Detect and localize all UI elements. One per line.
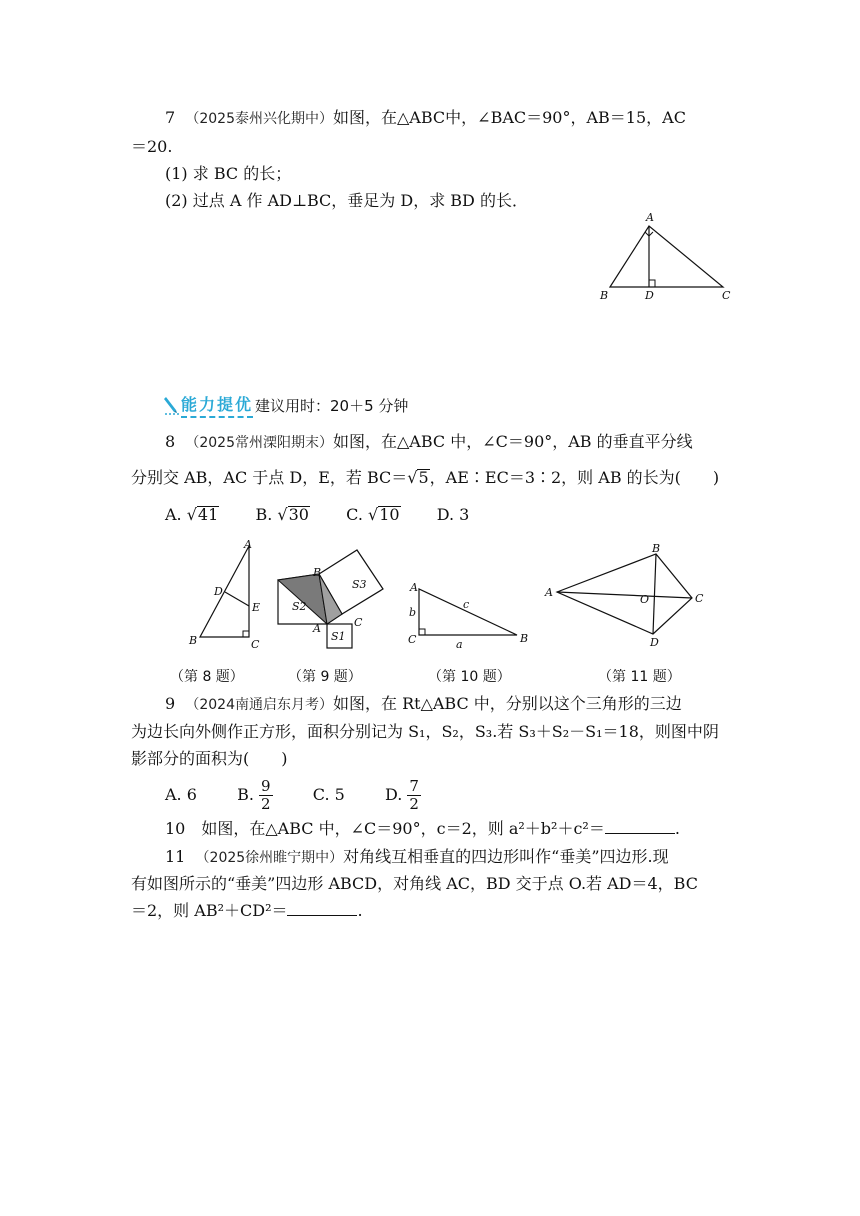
q9-source: （2024南通启东月考）: [185, 697, 333, 713]
q8-stem: 如图，在△ABC 中，∠C＝90°，AB 的垂直平分线: [333, 432, 693, 451]
q8-option-a-value: 41: [197, 505, 219, 524]
q11-label-c: C: [695, 592, 704, 605]
q9-option-b-denominator: 2: [261, 795, 271, 813]
q8-line2-b: ，AE∶EC＝3∶2，则 AB 的长为( ): [429, 468, 720, 487]
q11-label-o: O: [640, 593, 650, 606]
q9-option-b-label: B.: [237, 785, 254, 804]
figure-q10: [402, 580, 532, 660]
q11-line3: [131, 900, 363, 922]
section-header: [163, 392, 408, 418]
q8-triangle: [200, 546, 249, 637]
caption-q9: （第 9 题）: [288, 669, 362, 685]
q8-number: 8: [165, 432, 176, 451]
q8-options: [165, 504, 469, 526]
q10-label-side-b: b: [409, 606, 417, 619]
q8-option-b-value: 30: [288, 505, 309, 524]
q10-label-side-a: a: [456, 638, 463, 651]
section-time: 建议用时：20＋5 分钟: [255, 396, 409, 415]
figure-q9: [275, 542, 395, 667]
q9-label-b: B: [313, 566, 322, 579]
q8-label-b: B: [189, 634, 198, 647]
q11-diagonal-bd: [653, 554, 656, 634]
q9-option-d-numerator: 7: [409, 777, 419, 795]
q8-line2-a: 分别交 AB，AC 于点 D，E，若 BC＝: [131, 468, 408, 487]
q8-line2: 分别交 AB，AC 于点 D，E，若 BC＝√5，AE∶EC＝3∶2，则 AB 的长为( ): [131, 468, 720, 487]
caption-q11: （第 11 题）: [598, 669, 681, 685]
q10-label-side-c: c: [463, 598, 470, 611]
q7-line2: ＝20.: [131, 137, 173, 156]
q7-label-c: C: [722, 289, 731, 302]
q9-number: 9: [165, 694, 176, 713]
q9-option-d-fraction: [407, 778, 421, 813]
q9-option-a[interactable]: A. 6: [165, 785, 197, 804]
q11-stem: 对角线互相垂直的四边形叫作“垂美”四边形.现: [343, 847, 669, 866]
q9-line1: [165, 693, 682, 716]
q7-right-angle-d: [649, 280, 655, 287]
q10-line: [165, 818, 680, 840]
q9-option-d-label: D.: [384, 785, 403, 804]
q9-option-b-fraction: [259, 778, 273, 813]
q8-option-c-value: 10: [379, 505, 400, 524]
q11-label-d: D: [650, 636, 659, 649]
q8-option-d[interactable]: D. 3: [436, 505, 470, 524]
q8-radical-5: 5: [418, 468, 429, 487]
q8-option-b[interactable]: B. √30: [255, 505, 309, 524]
q9-line2: 为边长向外侧作正方形，面积分别记为 S₁，S₂，S₃.若 S₃＋S₂－S₁＝18，则图中阴: [131, 722, 719, 741]
q11-line1: [165, 846, 669, 869]
q9-shaded-left: [278, 574, 327, 624]
q11-number: 11: [165, 847, 186, 866]
q9-label-s3: S3: [352, 578, 367, 591]
q9-option-b[interactable]: [237, 777, 272, 813]
q8-label-c: C: [251, 638, 260, 651]
pencil-icon: [163, 395, 181, 415]
q7-line1: [165, 107, 686, 130]
q10-stem: 10 如图，在△ABC 中，∠C＝90°，c＝2，则 a²＋b²＋c²＝: [165, 819, 605, 838]
q8-option-b-label: B.: [255, 505, 273, 524]
q10-label-b-vertex: B: [520, 632, 529, 645]
q11-answer-blank[interactable]: [287, 901, 357, 916]
q11-label-a: A: [545, 586, 553, 599]
q7-stem: 如图，在△ABC中，∠BAC＝90°，AB＝15，AC: [333, 108, 686, 127]
q7-label-b: B: [600, 289, 609, 302]
section-badge: 能力提优: [181, 392, 253, 418]
q11-line3-text: ＝2，则 AB²＋CD²＝: [131, 901, 288, 920]
q11-label-b: B: [652, 542, 661, 555]
q8-label-a: A: [244, 538, 252, 551]
q7-label-d: D: [645, 289, 654, 302]
q7-triangle: [610, 226, 723, 287]
q11-end: .: [357, 901, 363, 920]
q9-option-b-numerator: 9: [261, 777, 271, 795]
q11-quadrilateral: [557, 554, 692, 634]
q11-diagonal-ac: [557, 592, 692, 598]
q8-right-angle: [243, 631, 249, 637]
q8-label-d: D: [214, 585, 223, 598]
q10-triangle: [419, 589, 517, 635]
q8-source: （2025常州溧阳期末）: [185, 435, 333, 451]
caption-q10: （第 10 题）: [428, 669, 511, 685]
q9-line3: 影部分的面积为( ): [131, 749, 288, 768]
q9-option-c[interactable]: C. 5: [312, 785, 345, 804]
figure-q11: [540, 540, 720, 650]
q8-bisector: [225, 592, 249, 606]
q11-source: （2025徐州睢宁期中）: [195, 850, 344, 866]
q7-part2: (2) 过点 A 作 AD⊥BC，垂足为 D，求 BD 的长．: [165, 191, 528, 210]
q9-options: [165, 773, 421, 817]
q8-option-c[interactable]: C. √10: [346, 505, 400, 524]
figure-q8: [185, 536, 275, 656]
q9-option-d-denominator: 2: [409, 795, 419, 813]
q8-option-a[interactable]: A. √41: [165, 505, 219, 524]
q9-label-s1: S1: [331, 630, 346, 643]
q8-line1: [165, 431, 693, 454]
q10-end: .: [674, 819, 680, 838]
q9-stem: 如图，在 Rt△ABC 中，分别以这个三角形的三边: [333, 694, 682, 713]
q11-line2: 有如图所示的“垂美”四边形 ABCD，对角线 AC，BD 交于点 O.若 AD＝4，BC: [131, 874, 698, 893]
q10-label-c-vertex: C: [408, 633, 417, 646]
q9-label-a: A: [313, 622, 321, 635]
q7-number: 7: [165, 108, 176, 127]
q10-answer-blank[interactable]: [605, 819, 675, 834]
q7-source: （2025泰州兴化期中）: [185, 111, 333, 127]
q10-right-angle: [419, 629, 425, 635]
q9-label-s2: S2: [292, 600, 307, 613]
q7-part1: (1) 求 BC 的长；: [165, 164, 292, 183]
q9-label-c: C: [354, 616, 363, 629]
q8-label-e: E: [252, 601, 261, 614]
q8-option-a-label: A.: [165, 505, 182, 524]
q7-label-a: A: [646, 211, 654, 224]
q9-option-d[interactable]: [384, 777, 421, 813]
figure-q7: [596, 208, 746, 308]
q8-option-c-label: C.: [346, 505, 363, 524]
q10-label-a-vertex: A: [410, 581, 418, 594]
caption-q8: （第 8 题）: [170, 669, 244, 685]
